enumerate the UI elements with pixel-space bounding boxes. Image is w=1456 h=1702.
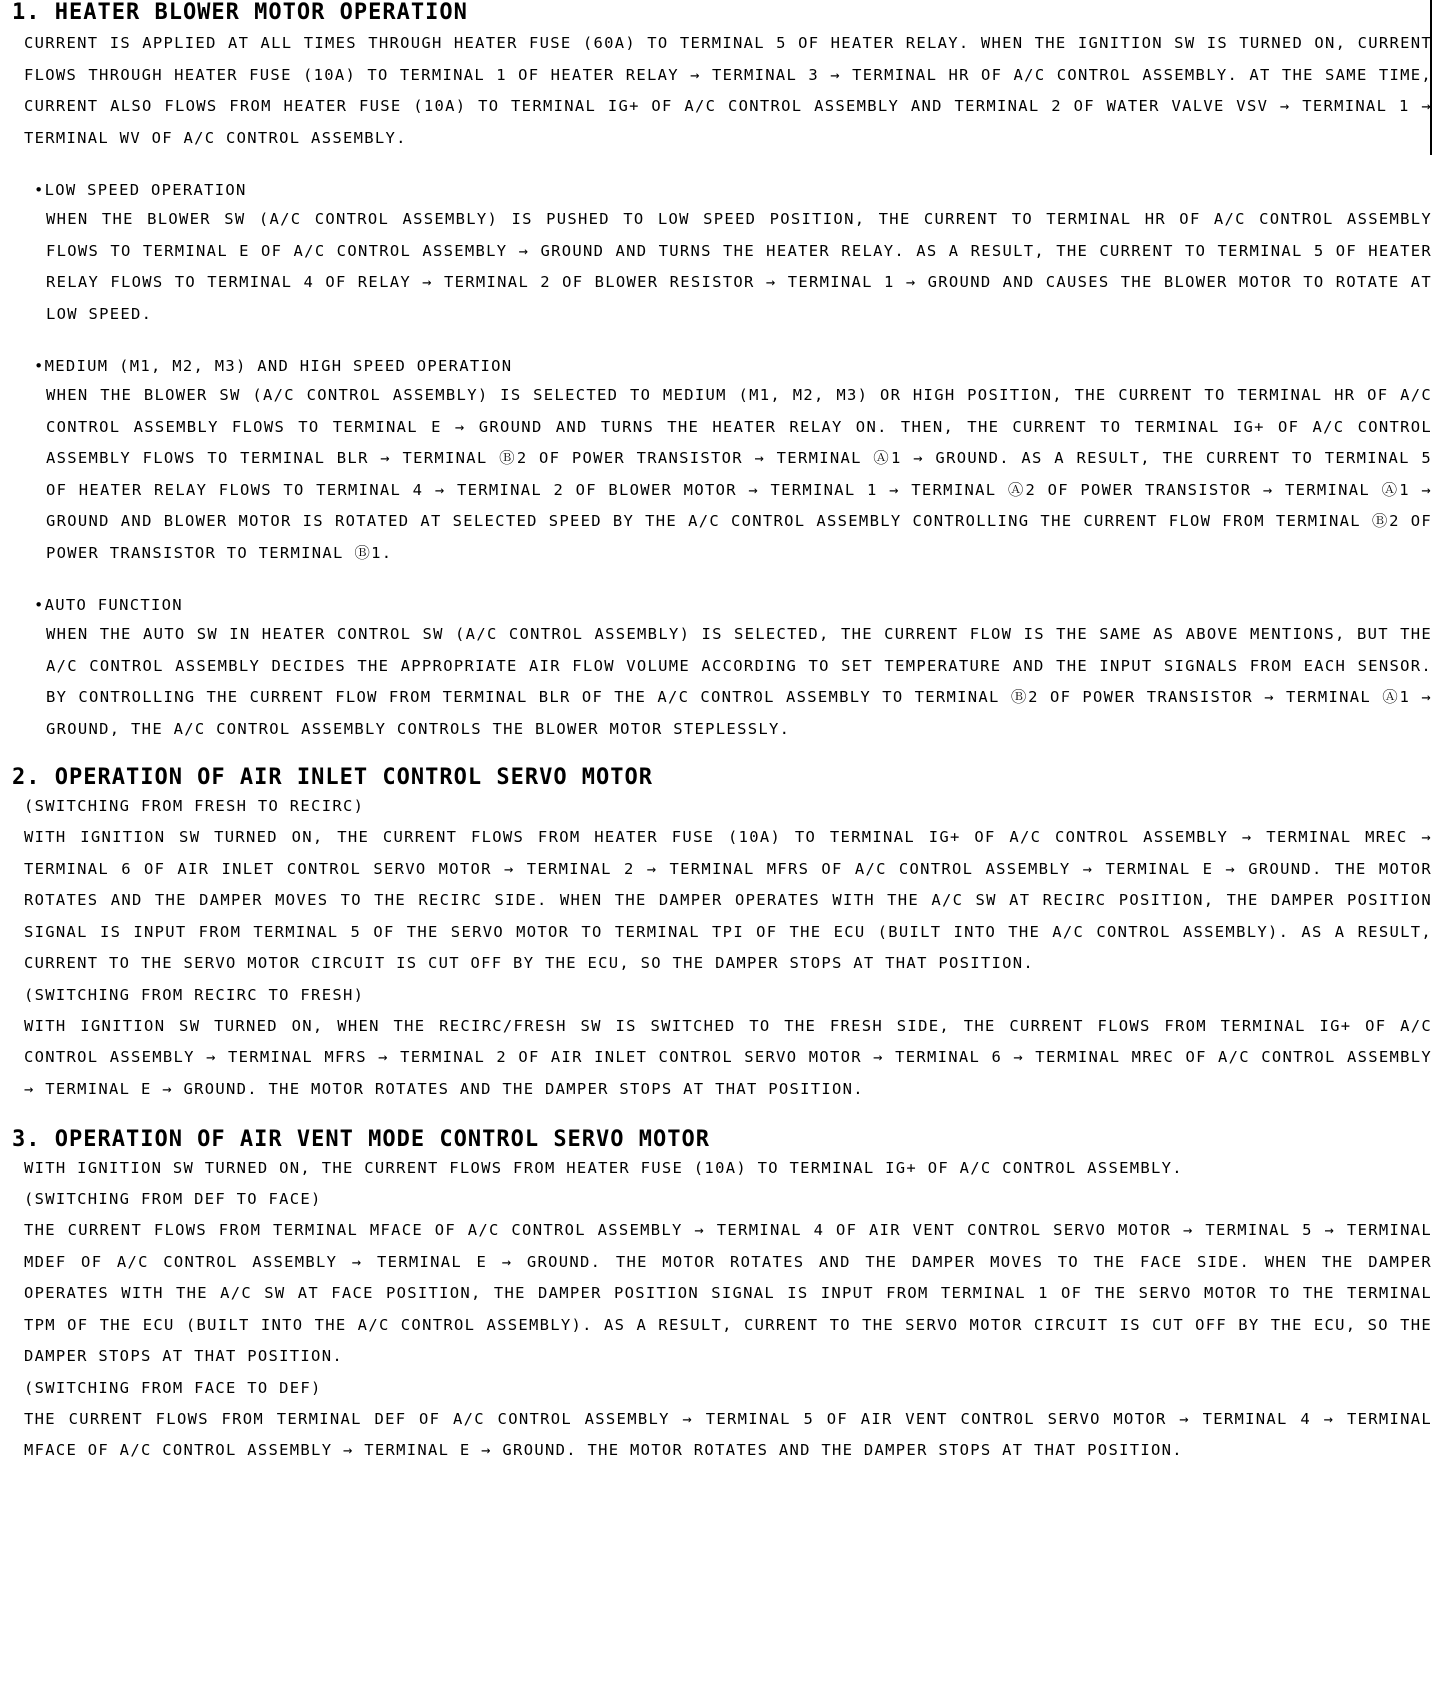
medium-high-speed-body: WHEN THE BLOWER SW (A/C CONTROL ASSEMBLY) IS SELECTED TO MEDIUM (M1, M2, M3) OR HIGH POSITION, THE CURRENT TO TERMINAL HR OF A/C CONTROL ASSEMBLY FLOWS TO TERMINAL E → GROUND AND TURNS THE HEATER RELAY ON. THEN, THE CURRENT TO TERMINAL IG+ OF A/C CONTROL ASSEMBLY FLOWS TO TERMINAL BLR → TERMINAL Ⓑ2 OF POWER TRANSISTOR → TERMINAL Ⓐ1 → GROUND. AS A RESULT, THE CURRENT TO TERMINAL 5 OF HEATER RELAY FLOWS TO TERMINAL 4 → TERMINAL 2 OF BLOWER MOTOR → TERMINAL 1 → TERMINAL Ⓐ2 OF POWER TRANSISTOR → TERMINAL Ⓐ1 → GROUND AND BLOWER MOTOR IS ROTATED AT SELECTED SPEED BY THE A/C CONTROL ASSEMBLY CONTROLLING THE CURRENT FLOW FROM TERMINAL Ⓑ2 OF POWER TRANSISTOR TO TERMINAL Ⓑ1.: [46, 386, 1432, 562]
section-2-body-1: WITH IGNITION SW TURNED ON, THE CURRENT FLOWS FROM HEATER FUSE (10A) TO TERMINAL IG+ OF A/C CONTROL ASSEMBLY → TERMINAL MREC → TERMINAL 6 OF AIR INLET CONTROL SERVO MOTOR → TERMINAL 2 → TERMINAL MFRS OF A/C CONTROL ASSEMBLY → TERMINAL E → GROUND. THE MOTOR ROTATES AND THE DAMPER MOVES TO THE RECIRC SIDE. WHEN THE DAMPER OPERATES WITH THE A/C SW AT RECIRC POSITION, THE DAMPER POSITION SIGNAL IS INPUT FROM TERMINAL 5 OF THE SERVO MOTOR TO TERMINAL TPI OF THE ECU (BUILT INTO THE A/C CONTROL ASSEMBLY). AS A RESULT, CURRENT TO THE SERVO MOTOR CIRCUIT IS CUT OFF BY THE ECU, SO THE DAMPER STOPS AT THAT POSITION.: [24, 828, 1432, 972]
auto-function-body: WHEN THE AUTO SW IN HEATER CONTROL SW (A/C CONTROL ASSEMBLY) IS SELECTED, THE CURRENT FLOW IS THE SAME AS ABOVE MENTIONS, BUT THE A/C CONTROL ASSEMBLY DECIDES THE APPROPRIATE AIR FLOW VOLUME ACCORDING TO SET TEMPERATURE AND THE INPUT SIGNALS FROM EACH SENSOR. BY CONTROLLING THE CURRENT FLOW FROM TERMINAL BLR OF THE A/C CONTROL ASSEMBLY TO TERMINAL Ⓑ2 OF POWER TRANSISTOR → TERMINAL Ⓐ1 → GROUND, THE A/C CONTROL ASSEMBLY CONTROLS THE BLOWER MOTOR STEPLESSLY.: [46, 625, 1432, 738]
medium-high-speed-heading: • MEDIUM (M1, M2, M3) AND HIGH SPEED OPERATION: [12, 352, 1432, 380]
section-2-title: 2. OPERATION OF AIR INLET CONTROL SERVO MOTOR: [12, 765, 654, 790]
section-3-body-2: THE CURRENT FLOWS FROM TERMINAL DEF OF A/C CONTROL ASSEMBLY → TERMINAL 5 OF AIR VENT CONTROL SERVO MOTOR → TERMINAL 4 → TERMINAL MFACE OF A/C CONTROL ASSEMBLY → TERMINAL E → GROUND. THE MOTOR ROTATES AND THE DAMPER STOPS AT THAT POSITION.: [24, 1409, 1432, 1459]
section-heater-blower: [12, 0, 1432, 745]
section-3-title: 3. OPERATION OF AIR VENT MODE CONTROL SERVO MOTOR: [12, 1127, 711, 1152]
section-2-sub-1: (SWITCHING FROM FRESH TO RECIRC): [24, 797, 365, 815]
section-1-intro: CURRENT IS APPLIED AT ALL TIMES THROUGH HEATER FUSE (60A) TO TERMINAL 5 OF HEATER RELAY. WHEN THE IGNITION SW IS TURNED ON, CURRENT FLOWS THROUGH HEATER FUSE (10A) TO TERMINAL 1 OF HEATER RELAY → TERMINAL 3 → TERMINAL HR OF A/C CONTROL ASSEMBLY. AT THE SAME TIME, CURRENT ALSO FLOWS FROM HEATER FUSE (10A) TO TERMINAL IG+ OF A/C CONTROL ASSEMBLY AND TERMINAL 2 OF WATER VALVE VSV → TERMINAL 1 → TERMINAL WV OF A/C CONTROL ASSEMBLY.: [24, 34, 1432, 147]
document-page: [12, 0, 1432, 1467]
section-2-sub-2: (SWITCHING FROM RECIRC TO FRESH): [24, 985, 365, 1004]
section-3-sub-2: (SWITCHING FROM FACE TO DEF): [24, 1378, 322, 1397]
low-speed-body: WHEN THE BLOWER SW (A/C CONTROL ASSEMBLY) IS PUSHED TO LOW SPEED POSITION, THE CURRENT TO TERMINAL HR OF A/C CONTROL ASSEMBLY FLOWS TO TERMINAL E OF A/C CONTROL ASSEMBLY → GROUND AND TURNS THE HEATER RELAY. AS A RESULT, THE CURRENT TO TERMINAL 5 OF HEATER RELAY FLOWS TO TERMINAL 4 OF RELAY → TERMINAL 2 OF BLOWER RESISTOR → TERMINAL 1 → GROUND AND CAUSES THE BLOWER MOTOR TO ROTATE AT LOW SPEED.: [46, 210, 1432, 323]
section-1-title: 1. HEATER BLOWER MOTOR OPERATION: [12, 0, 468, 25]
section-2-body-2: WITH IGNITION SW TURNED ON, WHEN THE RECIRC/FRESH SW IS SWITCHED TO THE FRESH SIDE, THE CURRENT FLOWS FROM TERMINAL IG+ OF A/C CONTROL ASSEMBLY → TERMINAL MFRS → TERMINAL 2 OF AIR INLET CONTROL SERVO MOTOR → TERMINAL 6 → TERMINAL MREC OF A/C CONTROL ASSEMBLY → TERMINAL E → GROUND. THE MOTOR ROTATES AND THE DAMPER STOPS AT THAT POSITION.: [24, 1016, 1432, 1098]
section-3-intro: WITH IGNITION SW TURNED ON, THE CURRENT FLOWS FROM HEATER FUSE (10A) TO TERMINAL IG+ OF A/C CONTROL ASSEMBLY.: [24, 1159, 1183, 1177]
auto-function-heading: • AUTO FUNCTION: [12, 591, 1432, 619]
section-air-vent: [12, 1127, 1432, 1467]
section-air-inlet: [12, 765, 1432, 1105]
section-3-sub-1: (SWITCHING FROM DEF TO FACE): [24, 1190, 322, 1208]
low-speed-heading: • LOW SPEED OPERATION: [12, 176, 1432, 204]
section-3-body-1: THE CURRENT FLOWS FROM TERMINAL MFACE OF A/C CONTROL ASSEMBLY → TERMINAL 4 OF AIR VENT CONTROL SERVO MOTOR → TERMINAL 5 → TERMINAL MDEF OF A/C CONTROL ASSEMBLY → TERMINAL E → GROUND. THE MOTOR ROTATES AND THE DAMPER MOVES TO THE FACE SIDE. WHEN THE DAMPER OPERATES WITH THE A/C SW AT FACE POSITION, THE DAMPER POSITION SIGNAL IS INPUT FROM TERMINAL 1 OF THE SERVO MOTOR TO THE TERMINAL TPM OF THE ECU (BUILT INTO THE A/C CONTROL ASSEMBLY). AS A RESULT, CURRENT TO THE SERVO MOTOR CIRCUIT IS CUT OFF BY THE ECU, SO THE DAMPER STOPS AT THAT POSITION.: [24, 1221, 1432, 1365]
